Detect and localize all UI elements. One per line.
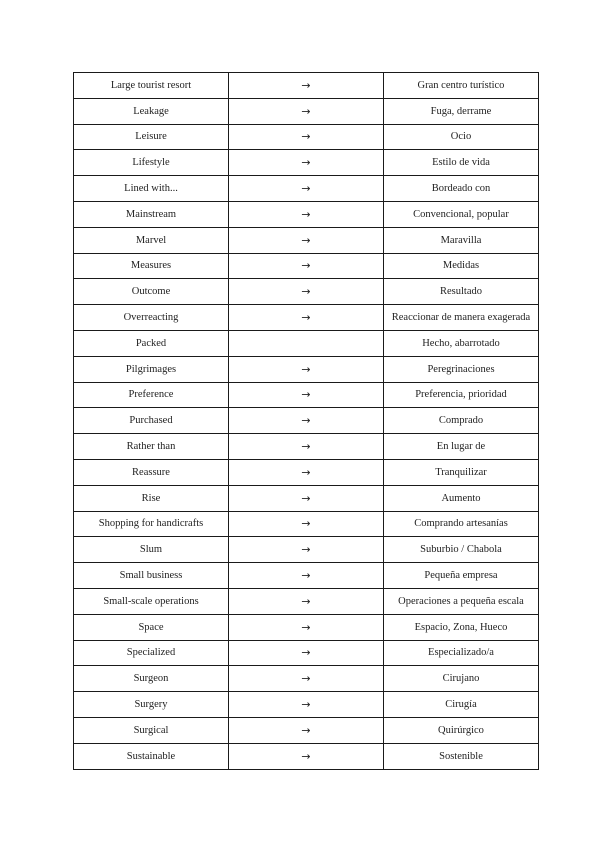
spanish-translation: Maravilla: [384, 227, 539, 253]
arrow-right-icon: →: [229, 537, 384, 563]
english-term: Mainstream: [74, 201, 229, 227]
arrow-right-icon: →: [229, 485, 384, 511]
arrow-right-icon: →: [229, 201, 384, 227]
english-term: Pilgrimages: [74, 356, 229, 382]
english-term: Slum: [74, 537, 229, 563]
spanish-translation: Cirujano: [384, 666, 539, 692]
table-row: [74, 408, 539, 434]
table-row: [74, 434, 539, 460]
spanish-translation: Operaciones a pequeña escala: [384, 588, 539, 614]
arrow-right-icon: →: [229, 666, 384, 692]
arrow-right-icon: →: [229, 227, 384, 253]
english-term: Small-scale operations: [74, 588, 229, 614]
spanish-translation: Estilo de vida: [384, 150, 539, 176]
english-term: Marvel: [74, 227, 229, 253]
english-term: Lifestyle: [74, 150, 229, 176]
table-row: [74, 614, 539, 640]
spanish-translation: Peregrinaciones: [384, 356, 539, 382]
spanish-translation: Aumento: [384, 485, 539, 511]
spanish-translation: En lugar de: [384, 434, 539, 460]
english-term: Reassure: [74, 459, 229, 485]
table-row: [74, 253, 539, 279]
english-term: Specialized: [74, 640, 229, 666]
spanish-translation: Suburbio / Chabola: [384, 537, 539, 563]
spanish-translation: Fuga, derrame: [384, 98, 539, 124]
spanish-translation: Convencional, popular: [384, 201, 539, 227]
table-row: [74, 176, 539, 202]
vocabulary-table-body: [74, 73, 539, 770]
spanish-translation: Pequeña empresa: [384, 563, 539, 589]
spanish-translation: Medidas: [384, 253, 539, 279]
spanish-translation: Comprado: [384, 408, 539, 434]
english-term: Surgery: [74, 692, 229, 718]
arrow-right-icon: →: [229, 408, 384, 434]
english-term: Small business: [74, 563, 229, 589]
table-row: [74, 537, 539, 563]
spanish-translation: Gran centro turístico: [384, 73, 539, 99]
spanish-translation: Quirúrgico: [384, 717, 539, 743]
spanish-translation: Tranquilizar: [384, 459, 539, 485]
spanish-translation: Sostenible: [384, 743, 539, 769]
arrow-right-icon: →: [229, 98, 384, 124]
arrow-right-icon: →: [229, 150, 384, 176]
english-term: Large tourist resort: [74, 73, 229, 99]
english-term: Surgeon: [74, 666, 229, 692]
table-row: [74, 279, 539, 305]
arrow-right-icon: →: [229, 640, 384, 666]
spanish-translation: Cirugía: [384, 692, 539, 718]
arrow-right-icon: →: [229, 356, 384, 382]
spanish-translation: Espacio, Zona, Hueco: [384, 614, 539, 640]
table-row: [74, 356, 539, 382]
table-row: [74, 382, 539, 408]
spanish-translation: Reaccionar de manera exagerada: [384, 305, 539, 331]
table-row: [74, 150, 539, 176]
english-term: Leakage: [74, 98, 229, 124]
table-row: [74, 124, 539, 150]
english-term: Overreacting: [74, 305, 229, 331]
arrow-right-icon: →: [229, 382, 384, 408]
arrow-right-icon: →: [229, 692, 384, 718]
table-row: [74, 640, 539, 666]
table-row: [74, 717, 539, 743]
english-term: Rather than: [74, 434, 229, 460]
arrow-right-icon: →: [229, 253, 384, 279]
table-row: [74, 459, 539, 485]
english-term: Lined with...: [74, 176, 229, 202]
english-term: Space: [74, 614, 229, 640]
spanish-translation: Ocio: [384, 124, 539, 150]
spanish-translation: Bordeado con: [384, 176, 539, 202]
arrow-right-icon: →: [229, 588, 384, 614]
table-row: [74, 588, 539, 614]
table-row: [74, 485, 539, 511]
table-row: [74, 330, 539, 356]
english-term: Sustainable: [74, 743, 229, 769]
arrow-right-icon: →: [229, 305, 384, 331]
table-row: [74, 511, 539, 537]
spanish-translation: Especializado/a: [384, 640, 539, 666]
english-term: Surgical: [74, 717, 229, 743]
english-term: Leisure: [74, 124, 229, 150]
arrow-right-icon: →: [229, 176, 384, 202]
table-row: [74, 692, 539, 718]
arrow-right-icon: →: [229, 511, 384, 537]
table-row: [74, 98, 539, 124]
arrow-right-icon: →: [229, 434, 384, 460]
arrow-right-icon: →: [229, 743, 384, 769]
spanish-translation: Hecho, abarrotado: [384, 330, 539, 356]
table-row: [74, 201, 539, 227]
arrow-right-icon: [229, 330, 384, 356]
spanish-translation: Resultado: [384, 279, 539, 305]
vocabulary-table: [73, 72, 539, 770]
arrow-right-icon: →: [229, 124, 384, 150]
spanish-translation: Preferencia, prioridad: [384, 382, 539, 408]
english-term: Purchased: [74, 408, 229, 434]
table-row: [74, 666, 539, 692]
arrow-right-icon: →: [229, 279, 384, 305]
table-row: [74, 563, 539, 589]
arrow-right-icon: →: [229, 73, 384, 99]
arrow-right-icon: →: [229, 717, 384, 743]
table-row: [74, 305, 539, 331]
english-term: Measures: [74, 253, 229, 279]
english-term: Preference: [74, 382, 229, 408]
english-term: Shopping for handicrafts: [74, 511, 229, 537]
english-term: Rise: [74, 485, 229, 511]
table-row: [74, 73, 539, 99]
arrow-right-icon: →: [229, 563, 384, 589]
arrow-right-icon: →: [229, 459, 384, 485]
table-row: [74, 227, 539, 253]
table-row: [74, 743, 539, 769]
english-term: Outcome: [74, 279, 229, 305]
arrow-right-icon: →: [229, 614, 384, 640]
spanish-translation: Comprando artesanías: [384, 511, 539, 537]
english-term: Packed: [74, 330, 229, 356]
